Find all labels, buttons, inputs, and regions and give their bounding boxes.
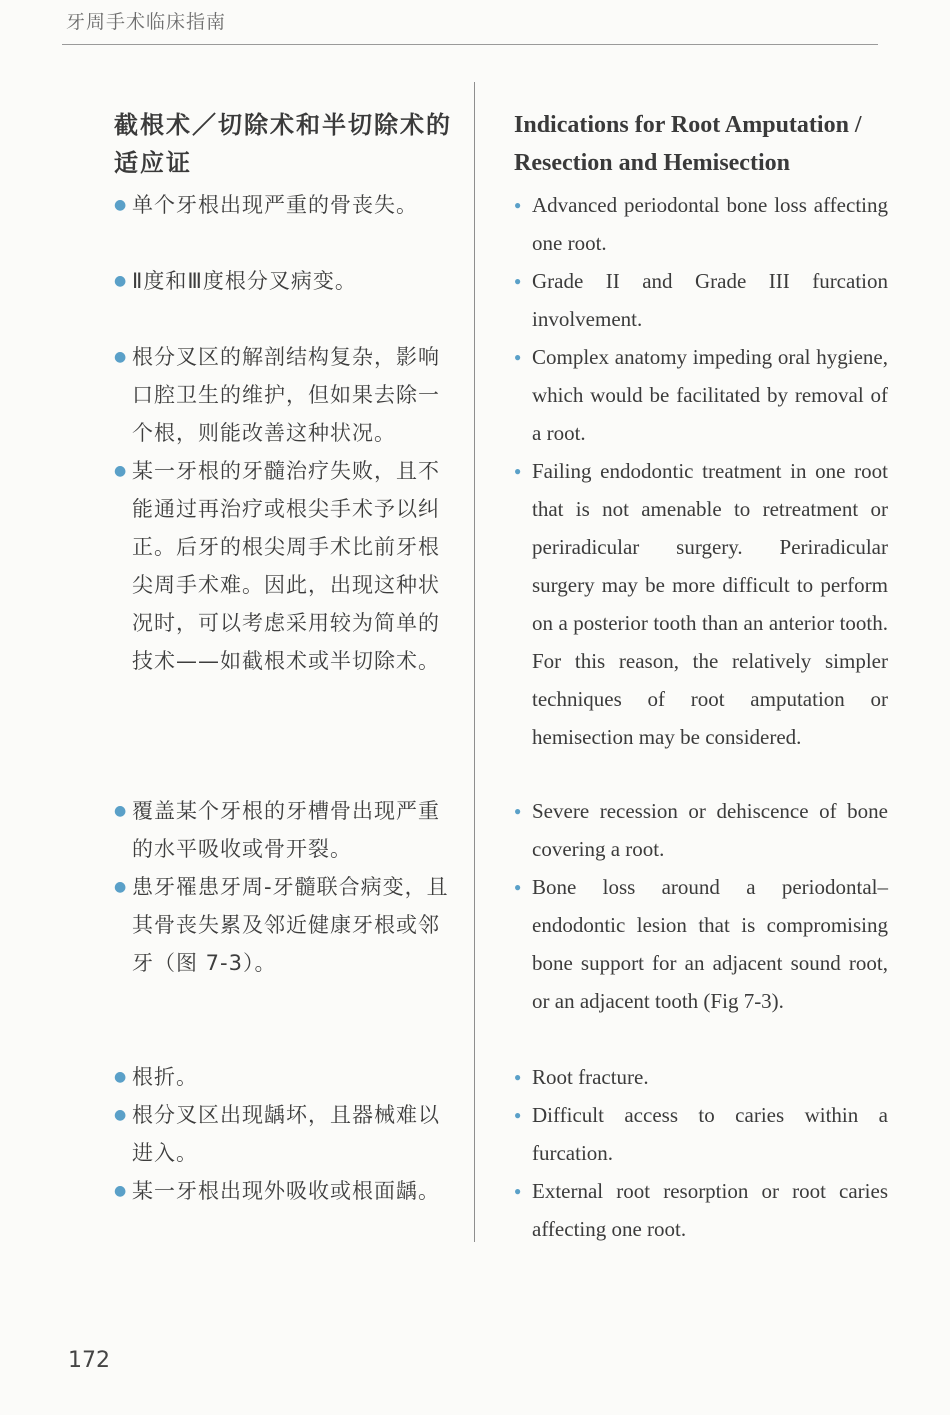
english-list-item: ● Bone loss around a periodontal–endodontic lesion that is compromising bone support for an adjacent sound root, or an adjacent tooth (Fig 7-3).: [514, 868, 888, 1020]
bullet-icon: ●: [114, 1183, 128, 1199]
english-list-item: ● Root fracture.: [514, 1058, 888, 1096]
english-list-item: ● Failing endodontic treatment in one root that is not amenable to retreatment or periradicular surgery. Periradicular surgery may be more difficult to perform on a posterior tooth than an anterior tooth. For this reason, the relatively simpler techniques of root amputation or hemisection may be considered.: [514, 452, 888, 756]
bullet-icon: ●: [114, 1107, 128, 1123]
bullet-icon: ●: [514, 274, 522, 288]
bullet-icon: ●: [114, 463, 128, 479]
bullet-icon: ●: [514, 880, 522, 894]
chinese-section-heading: 截根术／切除术和半切除术的适应证: [114, 111, 452, 177]
chinese-list-item: ● 某一牙根的牙髓治疗失败，且不能通过再治疗或根尖手术予以纠正。后牙的根尖周手术比前牙根尖周手术难。因此，出现这种状况时，可以考虑采用较为简单的技术——如截根术或半切除术。: [114, 452, 456, 680]
english-list-item: ● Complex anatomy impeding oral hygiene, which would be facilitated by removal of a root.: [514, 338, 888, 452]
bullet-icon: ●: [514, 1070, 522, 1084]
chinese-list-item: ● 某一牙根出现外吸收或根面龋。: [114, 1172, 456, 1210]
bullet-icon: ●: [114, 1069, 128, 1085]
page-number: 172: [68, 1348, 110, 1373]
bullet-icon: ●: [114, 803, 128, 819]
english-section-heading: Indications for Root Amputation / Resection and Hemisection: [514, 112, 862, 176]
bullet-icon: ●: [514, 198, 522, 212]
chinese-list-item: ● 根分叉区出现龋坏，且器械难以进入。: [114, 1096, 456, 1172]
running-header: 牙周手术临床指南: [66, 11, 227, 33]
chinese-list-item: ● 根分叉区的解剖结构复杂，影响口腔卫生的维护，但如果去除一个根，则能改善这种状况。: [114, 338, 456, 452]
bullet-icon: ●: [514, 350, 522, 364]
column-divider: [474, 82, 475, 1242]
english-list-item: ● Advanced periodontal bone loss affecting one root.: [514, 186, 888, 262]
bullet-icon: ●: [114, 273, 128, 289]
english-list-item: ● Difficult access to caries within a furcation.: [514, 1096, 888, 1172]
bullet-icon: ●: [514, 1108, 522, 1122]
chinese-list-item: ● 患牙罹患牙周-牙髓联合病变，且其骨丧失累及邻近健康牙根或邻牙（图 7-3）。: [114, 868, 456, 982]
bullet-icon: ●: [114, 879, 128, 895]
chinese-list-item: ● 覆盖某个牙根的牙槽骨出现严重的水平吸收或骨开裂。: [114, 792, 456, 868]
chinese-list-item: ● 单个牙根出现严重的骨丧失。: [114, 186, 456, 224]
english-list-item: ● Grade II and Grade III furcation involvement.: [514, 262, 888, 338]
english-list-item: ● Severe recession or dehiscence of bone covering a root.: [514, 792, 888, 868]
bullet-icon: ●: [514, 804, 522, 818]
bullet-icon: ●: [514, 1184, 522, 1198]
bullet-icon: ●: [114, 197, 128, 213]
header-rule: [62, 44, 878, 45]
chinese-list-item: ● Ⅱ度和Ⅲ度根分叉病变。: [114, 262, 456, 300]
bullet-icon: ●: [514, 464, 522, 478]
chinese-list-item: ● 根折。: [114, 1058, 456, 1096]
bullet-icon: ●: [114, 349, 128, 365]
english-list-item: ● External root resorption or root caries affecting one root.: [514, 1172, 888, 1248]
